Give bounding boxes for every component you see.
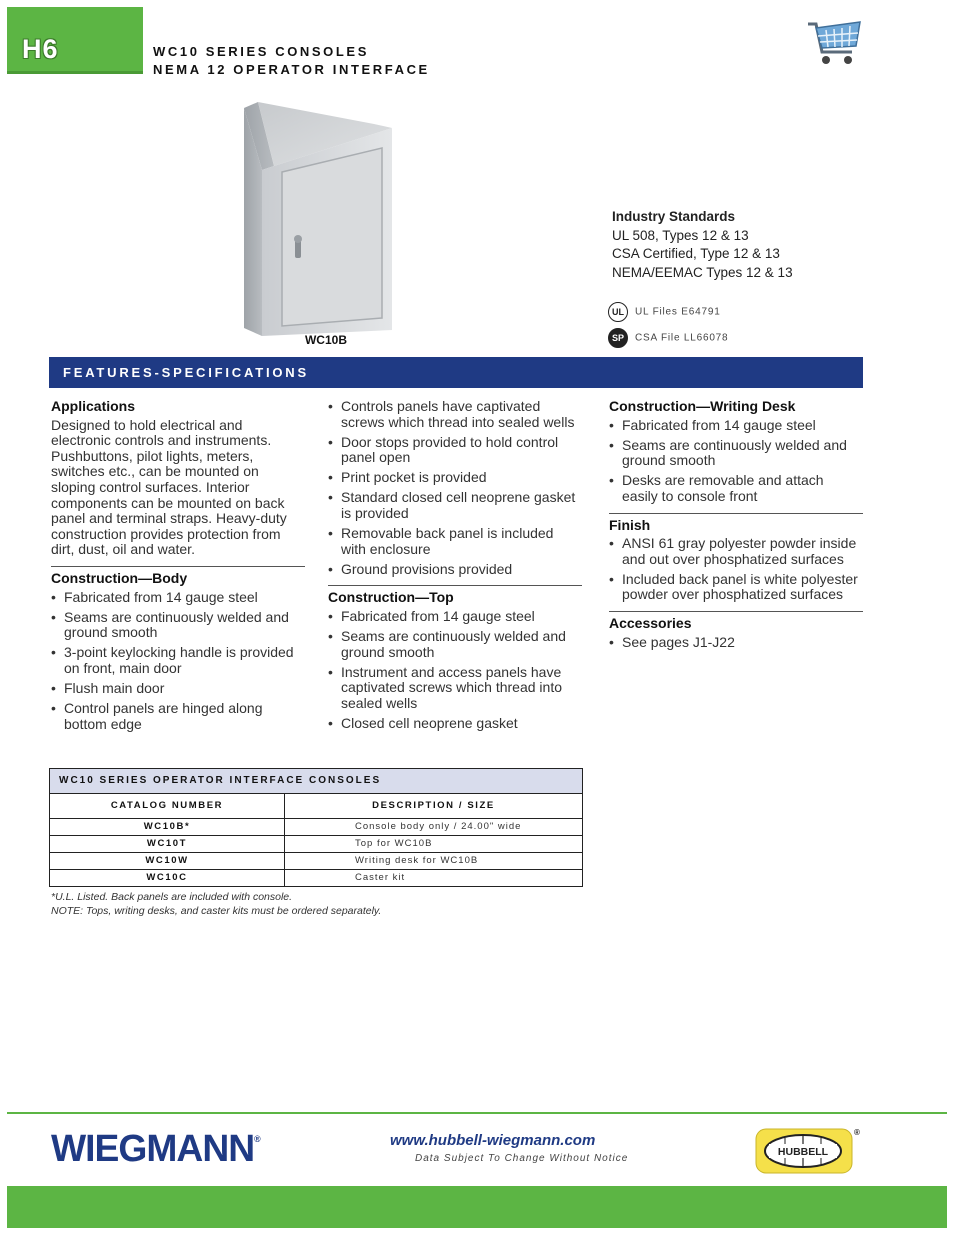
catalog-number: WC10W xyxy=(50,853,285,869)
page-title-line-2: NEMA 12 OPERATOR INTERFACE xyxy=(153,62,430,77)
description: Writing desk for WC10B xyxy=(355,855,479,866)
construction-body-heading: Construction—Body xyxy=(51,569,188,586)
page-title-line-1: WC10 SERIES CONSOLES xyxy=(153,44,369,59)
list-item: • 3-point keylocking handle is provided on front, main door xyxy=(51,645,305,676)
description: Top for WC10B xyxy=(355,838,433,849)
divider xyxy=(51,566,305,567)
list-item: • Removable back panel is included with enclosure xyxy=(328,526,582,557)
construction-body-list xyxy=(51,590,305,733)
standards-heading: Industry Standards xyxy=(612,209,736,224)
list-item: • Fabricated from 14 gauge steel xyxy=(328,609,582,625)
list-item: • Controls panels have captivated screws which thread into sealed wells xyxy=(328,399,582,430)
features-banner-title: FEATURES-SPECIFICATIONS xyxy=(63,365,309,380)
website-link[interactable]: www.hubbell-wiegmann.com xyxy=(390,1132,596,1149)
list-item: • See pages J1-J22 xyxy=(609,635,863,651)
list-item: • Fabricated from 14 gauge steel xyxy=(609,418,863,434)
csa-logo-icon: SP xyxy=(608,328,628,348)
column-applications-body xyxy=(51,399,305,737)
brand-name: WIEGMANN xyxy=(51,1128,255,1170)
ul-certification xyxy=(608,302,721,322)
column-desk-finish-accessories xyxy=(609,399,863,655)
registered-mark: ® xyxy=(254,1134,261,1144)
list-item: • Seams are continuously welded and ground smooth xyxy=(51,610,305,641)
description: Console body only / 24.00" wide xyxy=(355,821,522,832)
footer-divider xyxy=(7,1112,947,1114)
catalog-number: WC10T xyxy=(50,836,285,852)
finish-heading: Finish xyxy=(609,516,651,533)
list-item: • Seams are continuously welded and ground smooth xyxy=(609,438,863,469)
construction-top-heading: Construction—Top xyxy=(328,589,454,606)
partner-registered-mark: ® xyxy=(854,1128,860,1137)
csa-certification xyxy=(608,328,728,348)
applications-heading: Applications xyxy=(51,398,136,414)
list-item: • Instrument and access panels have captivated screws which thread into sealed wells xyxy=(328,665,582,712)
product-photo-console xyxy=(238,98,398,336)
standard-item: NEMA/EEMAC Types 12 & 13 xyxy=(612,264,793,280)
industry-standards xyxy=(612,208,793,282)
list-item: • Flush main door xyxy=(51,681,305,697)
divider xyxy=(328,585,582,586)
accessories-list xyxy=(609,635,863,651)
construction-body-list-continued xyxy=(328,399,582,577)
footer-bar xyxy=(7,1186,947,1228)
accessories-heading: Accessories xyxy=(609,615,692,632)
column-header-catalog: CATALOG NUMBER xyxy=(50,794,285,818)
list-item: • Door stops provided to hold control panel open xyxy=(328,435,582,466)
divider xyxy=(609,513,863,514)
construction-desk-list xyxy=(609,418,863,505)
finish-list xyxy=(609,536,863,603)
section-tab-label: H6 xyxy=(22,34,59,64)
catalog-table xyxy=(49,768,583,887)
disclaimer-text: Data Subject To Change Without Notice xyxy=(415,1153,629,1164)
catalog-number: WC10C xyxy=(50,870,285,886)
list-item: • Ground provisions provided xyxy=(328,562,582,578)
partner-name: HUBBELL xyxy=(777,1146,829,1158)
table-note: NOTE: Tops, writing desks, and caster kits must be ordered separately. xyxy=(51,905,382,917)
list-item: • Control panels are hinged along bottom edge xyxy=(51,701,305,732)
list-item: • Print pocket is provided xyxy=(328,470,582,486)
catalog-number: WC10B* xyxy=(50,819,285,835)
list-item: • Standard closed cell neoprene gasket is provided xyxy=(328,490,582,521)
construction-top-list xyxy=(328,609,582,732)
table-row xyxy=(50,836,582,853)
hubbell-logo xyxy=(755,1126,861,1175)
column-header-description: DESCRIPTION / SIZE xyxy=(372,800,495,811)
list-item: • Desks are removable and attach easily to console front xyxy=(609,473,863,504)
product-label: WC10B xyxy=(304,333,347,347)
divider xyxy=(609,611,863,612)
wiegmann-logo xyxy=(51,1128,261,1171)
shopping-cart-icon[interactable] xyxy=(806,18,864,68)
section-tab-shadow xyxy=(7,71,143,74)
standard-item: CSA Certified, Type 12 & 13 xyxy=(612,246,780,261)
csa-file-text: CSA File LL66078 xyxy=(635,332,729,344)
list-item: • Included back panel is white polyester powder over phosphatized surfaces xyxy=(609,572,863,603)
list-item: • Closed cell neoprene gasket xyxy=(328,716,582,732)
construction-desk-heading: Construction—Writing Desk xyxy=(609,398,796,414)
table-header-row xyxy=(50,794,582,819)
list-item: • Fabricated from 14 gauge steel xyxy=(51,590,305,606)
list-item: • Seams are continuously welded and ground smooth xyxy=(328,629,582,660)
ul-file-text: UL Files E64791 xyxy=(635,306,721,318)
ul-logo-icon: UL xyxy=(608,302,628,322)
applications-text: Designed to hold electrical and electronic controls and instruments. Pushbuttons, pilot lights, meters, switches etc., can be mounted on sloping control surfaces. Interior components can be mounted on back panel and terminal straps. Heavy-duty construction provides protection from dirt, dust, oil and water. xyxy=(51,416,287,558)
table-row xyxy=(50,819,582,836)
table-row xyxy=(50,870,582,886)
description: Caster kit xyxy=(355,872,406,883)
table-footnote: *U.L. Listed. Back panels are included with console. xyxy=(51,891,293,903)
list-item: • ANSI 61 gray polyester powder inside and out over phosphatized surfaces xyxy=(609,536,863,567)
catalog-table-title: WC10 SERIES OPERATOR INTERFACE CONSOLES xyxy=(50,769,582,794)
table-row xyxy=(50,853,582,870)
column-body-continued-top xyxy=(328,399,582,736)
standard-item: UL 508, Types 12 & 13 xyxy=(612,227,749,243)
